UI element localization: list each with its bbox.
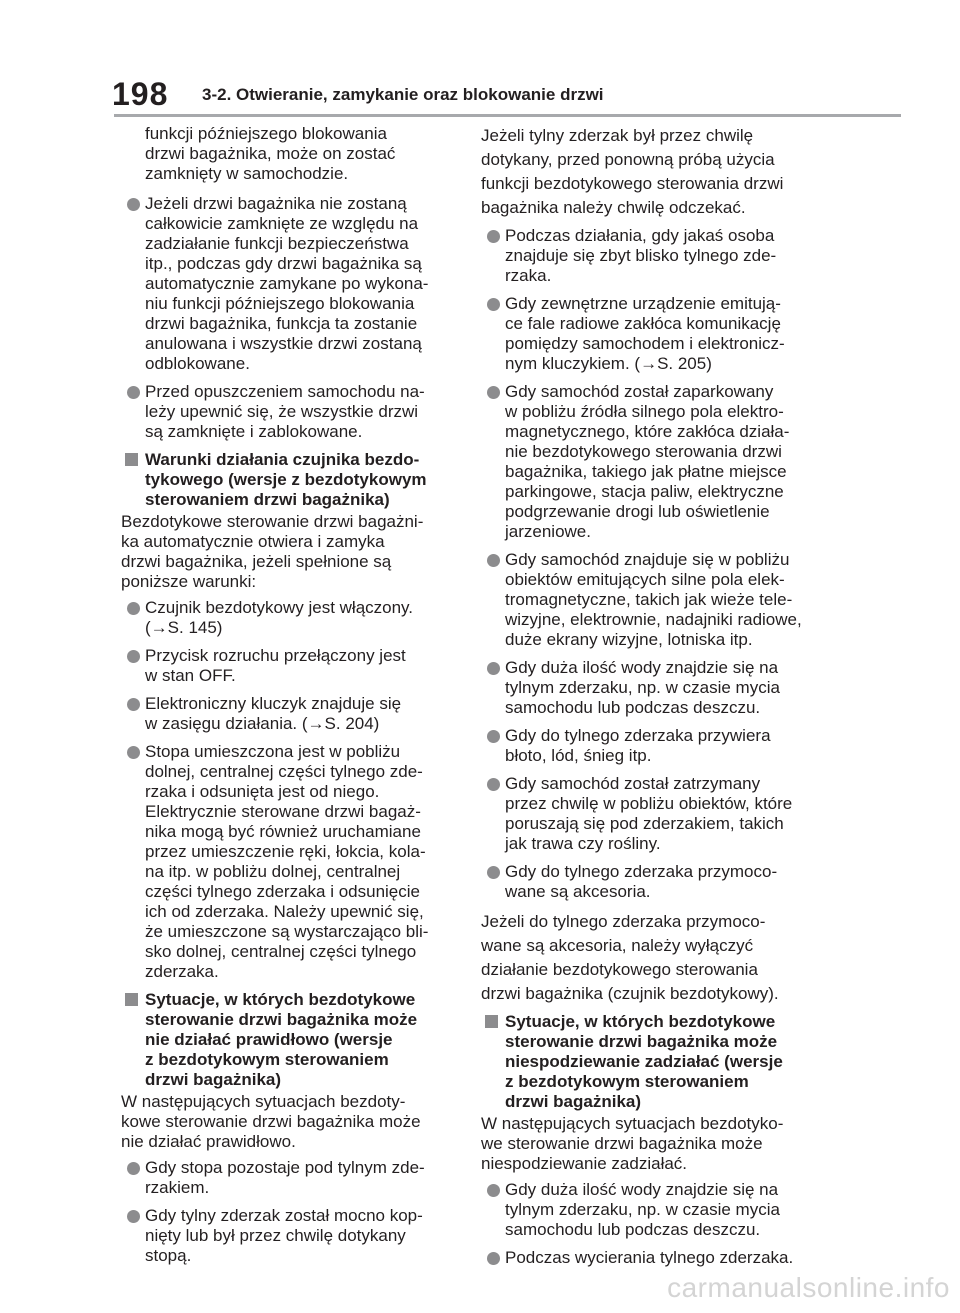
bullet-dot-icon [127, 602, 140, 615]
subheading: Sytuacje, w których bezdotykowe sterowanie drzwi bagażnika może nie działać prawidłowo (wersje z bezdotykowym sterowaniem drzwi bagażnika) [121, 990, 463, 1090]
bullet-dot-icon [487, 1184, 500, 1197]
page-header [0, 0, 960, 118]
bullet-item: Jeżeli drzwi bagażnika nie zostaną całkowicie zamknięte ze względu na zadziałanie funkcji bezpieczeństwa itp., podczas gdy drzwi bagażnika są automatycznie zamykane po wykona- niu funkcji późniejszego blokowania drzwi bagażnika, funkcja ta zostanie anulowana i wszystkie drzwi zostaną odblokowane. [121, 194, 463, 374]
paragraph: W następujących sytuacjach bezdotyko- we sterowanie drzwi bagażnika może niespodziewanie zadziałać. [481, 1114, 784, 1173]
right-column [481, 124, 811, 1276]
paragraph: Bezdotykowe sterowanie drzwi bagażni- ka automatycznie otwiera i zamyka drzwi bagażnika, jeżeli spełnione są poniższe warunki: [121, 512, 424, 591]
square-bullet-icon [125, 453, 138, 466]
bullet-dot-icon [127, 746, 140, 759]
bullet-dot-icon [487, 298, 500, 311]
paragraph: W następujących sytuacjach bezdoty- kowe sterowanie drzwi bagażnika może nie działać prawidłowo. [121, 1092, 421, 1151]
bullet-dot-icon [487, 230, 500, 243]
subheading: Sytuacje, w których bezdotykowe sterowanie drzwi bagażnika może niespodziewanie zadziałać (wersje z bezdotykowym sterowaniem drzwi bagażnika) [481, 1012, 811, 1112]
bullet-item: Przycisk rozruchu przełączony jest w stan OFF. [121, 646, 463, 686]
bullet-dot-icon [127, 698, 140, 711]
bullet-dot-icon [127, 386, 140, 399]
bullet-item: Gdy samochód został zaparkowany w pobliżu źródła silnego pola elektro- magnetycznego, które zakłóca działa- nie bezdotykowego sterowania drzwi bagażnika, takiego jak płatne miejsce parkingowe, stacja paliw, elektryczne podgrzewanie drogi lub oświetlenie jarzeniowe. [481, 382, 811, 542]
page-number: 198 [112, 76, 169, 112]
left-column [121, 124, 463, 1274]
bullet-item: Elektroniczny kluczyk znajduje się w zasięgu działania. (→S. 204) [121, 694, 463, 734]
bullet-dot-icon [487, 386, 500, 399]
bullet-item: Gdy do tylnego zderzaka przymoco- wane są akcesoria. [481, 862, 811, 902]
bullet-item: Stopa umieszczona jest w pobliżu dolnej, centralnej części tylnego zde- rzaka i odsunięta jest od niego. Elektrycznie sterowane drzwi bagaż- nika mogą być również uruchamiane przez umieszczenie ręki, łokcia, kola- na itp. w pobliżu dolnej, centralnej części tylnego zderzaka i odsunięcie ich od zderzaka. Należy upewnić się, że umieszczone są wystarczająco bli- sko dolnej, centralnej części tylnego zderzaka. [121, 742, 463, 982]
bullet-dot-icon [487, 662, 500, 675]
header-divider [114, 114, 901, 117]
bullet-item: Podczas działania, gdy jakaś osoba znajduje się zbyt blisko tylnego zde- rzaka. [481, 226, 811, 286]
bullet-dot-icon [487, 1252, 500, 1265]
subheading: Warunki działania czujnika bezdo- tykowego (wersje z bezdotykowym sterowaniem drzwi bagażnika) [121, 450, 463, 510]
bullet-item: Podczas wycierania tylnego zderzaka. [481, 1248, 811, 1268]
bullet-dot-icon [127, 1210, 140, 1223]
bullet-dot-icon [487, 778, 500, 791]
bullet-item: Gdy samochód został zatrzymany przez chwilę w pobliżu obiektów, które poruszają się pod zderzakiem, takich jak trawa czy rośliny. [481, 774, 811, 854]
section-title: 3-2. Otwieranie, zamykanie oraz blokowanie drzwi [202, 85, 604, 104]
bullet-item: Gdy duża ilość wody znajdzie się na tylnym zderzaku, np. w czasie mycia samochodu lub podczas deszczu. [481, 658, 811, 718]
bullet-dot-icon [127, 198, 140, 211]
continued-text: funkcji późniejszego blokowania drzwi bagażnika, może on zostać zamknięty w samochodzie. [145, 124, 396, 183]
bullet-item: Gdy do tylnego zderzaka przywiera błoto, lód, śnieg itp. [481, 726, 811, 766]
bullet-dot-icon [127, 1162, 140, 1175]
bullet-item: Przed opuszczeniem samochodu na- leży upewnić się, że wszystkie drzwi są zamknięte i zablokowane. [121, 382, 463, 442]
square-bullet-icon [125, 993, 138, 1006]
bullet-item: Gdy stopa pozostaje pod tylnym zde- rzakiem. [121, 1158, 463, 1198]
bullet-item: Gdy tylny zderzak został mocno kop- nięty lub był przez chwilę dotykany stopą. [121, 1206, 463, 1266]
paragraph: Jeżeli tylny zderzak był przez chwilę dotykany, przed ponowną próbą użycia funkcji bezdotykowego sterowania drzwi bagażnika należy chwilę odczekać. [481, 126, 784, 217]
bullet-dot-icon [487, 866, 500, 879]
bullet-item: Gdy duża ilość wody znajdzie się na tylnym zderzaku, np. w czasie mycia samochodu lub podczas deszczu. [481, 1180, 811, 1240]
square-bullet-icon [485, 1015, 498, 1028]
bullet-dot-icon [487, 730, 500, 743]
bullet-item: Gdy zewnętrzne urządzenie emitują- ce fale radiowe zakłóca komunikację pomiędzy samochodem i elektronicz- nym kluczykiem. (→S. 205) [481, 294, 811, 374]
paragraph: Jeżeli do tylnego zderzaka przymoco- wane są akcesoria, należy wyłączyć działanie bezdotykowego sterowania drzwi bagażnika (czujnik bezdotykowy). [481, 912, 779, 1003]
watermark: carmanualsonline.info [667, 1272, 950, 1303]
bullet-dot-icon [487, 554, 500, 567]
bullet-dot-icon [127, 650, 140, 663]
bullet-item: Czujnik bezdotykowy jest włączony. (→S. 145) [121, 598, 463, 638]
bullet-item: Gdy samochód znajduje się w pobliżu obiektów emitujących silne pola elek- tromagnetyczne, takich jak wieże tele- wizyjne, elektrownie, nadajniki radiowe, duże ekrany wizyjne, lotniska itp. [481, 550, 811, 650]
